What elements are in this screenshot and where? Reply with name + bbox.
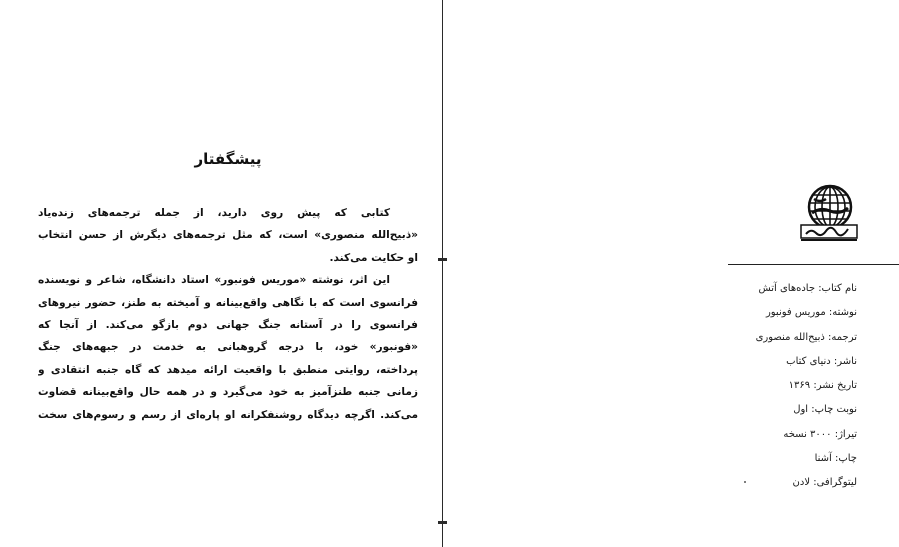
foreword-line: فرانسوی است که با نگاهی واقع‌بینانه و آمیخته به طنز، حضور نیروهای <box>38 296 418 309</box>
colophon <box>707 277 857 496</box>
foreword-line: فرانسوی را در آستانه جنگ جهانی دوم بازگو می‌کند. از آنجا که <box>38 319 418 332</box>
colophon-author: نوشته: موریس فونبور <box>765 307 857 319</box>
divider-rule <box>728 264 899 265</box>
colophon-publisher: ناشر: دنیای کتاب <box>786 355 857 367</box>
foreword-line: او حکایت می‌کند. <box>329 251 418 264</box>
colophon-print-run: تیراژ: ۳۰۰۰ نسخه <box>783 428 857 440</box>
gutter-mark <box>438 521 447 524</box>
foreword-line: کتابی که پیش روی دارید، از جمله ترجمه‌های زنده‌یاد <box>38 207 390 219</box>
page-gutter <box>442 0 443 547</box>
colophon-lithography: لیتوگرافی: لادن <box>792 477 857 489</box>
gutter-mark <box>438 258 447 261</box>
foreword-section <box>38 150 418 426</box>
colophon-edition: نوبت چاپ: اول <box>793 404 857 416</box>
colophon-translator: ترجمه: ذبیح‌الله منصوری <box>755 331 857 343</box>
foreword-line: زمانی جنبه طنزآمیز به خود می‌گیرد و در همه حال واقع‌بینانه قضاوت <box>38 386 418 399</box>
globe-logo-icon <box>798 183 860 249</box>
foreword-line: این اثر، نوشته «موریس فونبور» استاد دانشگاه، شاعر و نویسنده <box>38 274 390 287</box>
foreword-line: پرداخته، روایتی منطبق با واقعیت ارائه میدهد که گاه جنبه انتقادی و <box>38 363 418 376</box>
foreword-line: «فونبور» خود، با درجه گروهبانی به خدمت در جبهه‌های جنگ <box>38 341 418 354</box>
colophon-date: تاریخ نشر: ۱۳۶۹ <box>788 380 857 392</box>
publisher-logo <box>798 183 860 249</box>
foreword-line: «ذبیح‌الله منصوری» است، که مثل ترجمه‌های دیگرش از حسن انتخاب <box>38 229 418 242</box>
foreword-title: پیشگفتار <box>194 150 262 168</box>
page-speck <box>744 481 746 483</box>
colophon-printer: چاپ: آشنا <box>814 453 857 465</box>
foreword-line: می‌کند. اگرچه دیدگاه روشنفکرانه او پاره‌ای از رسم و رسوم‌های سخت <box>38 408 418 421</box>
colophon-title: نام کتاب: جاده‌های آتش <box>758 283 857 294</box>
